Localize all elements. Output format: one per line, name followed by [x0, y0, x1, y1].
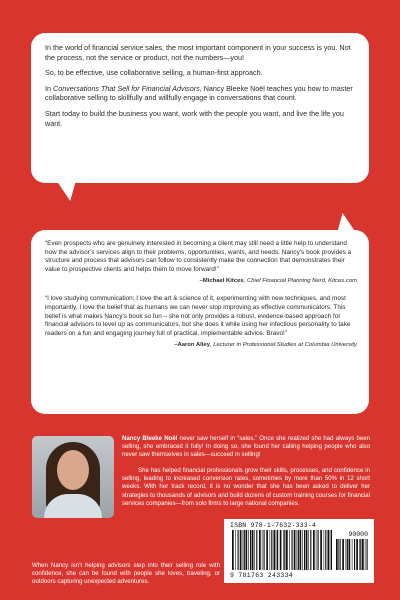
intro-paragraph: [45, 84, 357, 103]
barcode-number: 9 781763 243334: [230, 572, 294, 579]
testimonial-author: –Aaron Alley: [174, 342, 210, 349]
barcode-bars: [232, 530, 332, 570]
intro-paragraph: In the world of financial service sales, the most important component in your success is you. Not the process, not the service or product, not the numbers—you!: [45, 43, 351, 62]
author-bio-text: never saw herself in “sales.” Once she realized she had always been selling, she embraced it fully! In doing so, she found her calling helping people who also never saw themselves in sales—succeed in selling!: [122, 435, 370, 459]
testimonial-attribution: [45, 277, 357, 285]
price-code: 90000: [348, 531, 368, 538]
barcode-addon-bars: [336, 539, 368, 570]
author-photo-face: [57, 450, 89, 490]
testimonial-author-title: , Chief Financial Planning Nerd, Kitces.com: [243, 278, 357, 285]
book-title: Conversations That Sell for Financial Advisors: [53, 83, 200, 93]
author-photo: [32, 436, 114, 518]
isbn-text: ISBN 978-1-7632-333-4: [230, 522, 317, 529]
testimonials-speech-bubble: [31, 230, 369, 414]
intro-paragraph: Start today to build the business you want, work with the people you want, and live the life you want.: [45, 108, 344, 128]
author-bio-paragraph: When Nancy isn’t helping advisors step into their selling role with confidence, she can be found with people she loves, traveling, or outdoors capturing unexpected adventures.: [32, 562, 220, 586]
bubble-tail: [57, 181, 82, 201]
testimonial-author-title: , Lecturer in Professional Studies at Columbia University: [209, 342, 357, 349]
author-bio-paragraph: [122, 435, 370, 460]
author-name: Nancy Bleeke Noël: [122, 435, 178, 442]
intro-speech-bubble: [31, 33, 369, 183]
isbn-barcode: [224, 519, 374, 583]
testimonial-quote: “Even prospects who are genuinely interested in becoming a client may still need a little help to understand how the advisor’s services align to their problems, opportunities, wants, and needs. Nancy’s book provides a structure and process that advisors can follow to consistently make the connection that demonstrates their value to prospective clients and helps them to move forward!”: [45, 240, 352, 273]
intro-suffix: , Nancy Bleeke Noël teaches you how to master collaborative selling to skillfully and willfully engage in conversations that count.: [45, 83, 353, 103]
intro-paragraph: So, to be effective, use collaborative selling, a human-first approach.: [45, 68, 263, 78]
intro-prefix: In: [45, 83, 53, 93]
author-bio-paragraph: She has helped financial professionals grow their skills, processes, and confidence in selling, leading to increased conversion rates, sometimes by more than 50% in 12 short weeks. With her track record, it is no wonder that she has been asked to deliver her strategies to thousands of advisors and build dozens of custom training courses for financial services companies—from solo firms to large national companies.: [122, 467, 370, 507]
testimonial-quote: “I love studying communication; I love the art & science of it, experimenting with new techniques, and most importantly, I love the belief that as humans we can never stop improving as effective communicators. This belief is what makes Nancy’s book so fun – she not only provides a robust, evidence-based approach for financial advisors to level up as communicators, but she does it while using her infectious personality to take readers on a fun and engaging journey full of practical, implementable advice. Bravo!”: [45, 295, 351, 337]
testimonial-author: –Michael Kitces: [199, 278, 244, 285]
testimonial-attribution: [45, 341, 357, 349]
